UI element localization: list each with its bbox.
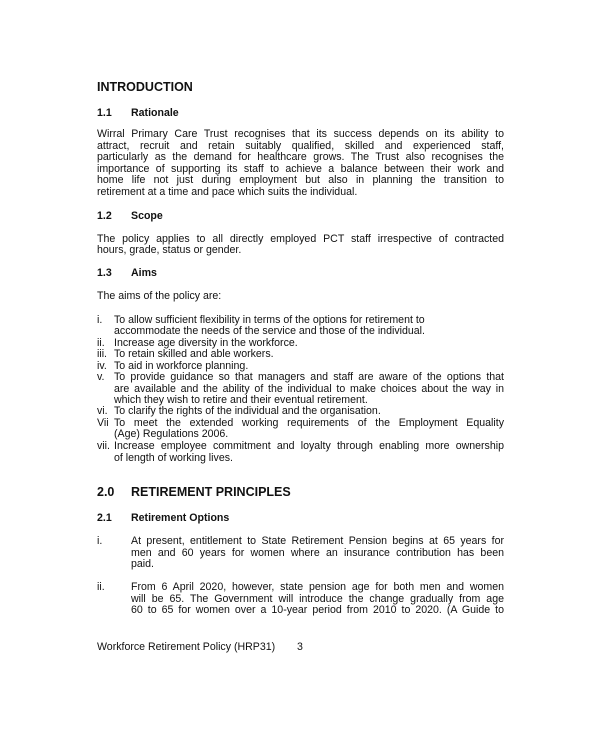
- list-item: To retain skilled and able workers.: [114, 348, 274, 360]
- text-line: Wirral Primary Care Trust recognises that its success depends on its ability to: [97, 128, 504, 140]
- list-marker: Vii: [97, 417, 109, 429]
- text-line: attract, recruit and retain suitably qualified, skilled and experienced staff,: [97, 140, 504, 152]
- list-item: 60 to 65 for women over a 10-year period from 2010 to 2020. (A Guide to: [131, 604, 504, 616]
- section-title: Aims: [131, 267, 157, 279]
- intro-heading: INTRODUCTION: [97, 80, 193, 94]
- footer-title: Workforce Retirement Policy (HRP31): [97, 641, 276, 653]
- aims-intro: The aims of the policy are:: [97, 290, 222, 302]
- list-marker: vi.: [97, 405, 108, 417]
- list-marker: ii.: [97, 337, 105, 349]
- list-item: men and 60 years for women where an insurance contribution has been: [131, 547, 504, 559]
- list-item: paid.: [131, 558, 154, 570]
- list-item: Increase age diversity in the workforce.: [114, 337, 298, 349]
- section-title: Retirement Options: [131, 512, 230, 524]
- section-number: 1.3: [97, 267, 112, 279]
- section-number: 1.1: [97, 107, 112, 119]
- list-item: of length of working lives.: [114, 452, 233, 464]
- text-line: retirement at a time and pace which suits the individual.: [97, 186, 358, 198]
- section-title: Rationale: [131, 107, 179, 119]
- list-item: To clarify the rights of the individual and the organisation.: [114, 405, 381, 417]
- text-line: The policy applies to all directly employed PCT staff irrespective of contracted: [97, 233, 504, 245]
- list-marker: iii.: [97, 348, 108, 360]
- text-line: particularly as the demand for healthcare grows. The Trust also recognises the: [97, 151, 504, 163]
- list-item: To allow sufficient flexibility in terms of the options for retirement to: [114, 314, 425, 326]
- text-line: home life not just during employment but also in planning the transition to: [97, 174, 504, 186]
- section-heading: RETIREMENT PRINCIPLES: [131, 485, 291, 499]
- section-title: Scope: [131, 210, 163, 222]
- text-line: hours, grade, status or gender.: [97, 244, 242, 256]
- list-marker: v.: [97, 371, 105, 383]
- list-item: will be 65. The Government will introduce the change gradually from age: [131, 593, 504, 605]
- list-marker: i.: [97, 535, 103, 547]
- list-marker: ii.: [97, 581, 105, 593]
- list-item: From 6 April 2020, however, state pension age for both men and women: [131, 581, 504, 593]
- text-line: importance of supporting its staff to achieve a balance between their work and: [97, 163, 504, 175]
- list-item: To aid in workforce planning.: [114, 360, 249, 372]
- page-number: 3: [297, 641, 303, 653]
- section-number: 2.0: [97, 485, 115, 499]
- list-item: Increase employee commitment and loyalty through enabling more ownership: [114, 440, 504, 452]
- list-item: accommodate the needs of the service and those of the individual.: [114, 325, 425, 337]
- list-marker: i.: [97, 314, 103, 326]
- list-item: (Age) Regulations 2006.: [114, 428, 229, 440]
- section-number: 1.2: [97, 210, 112, 222]
- list-item: At present, entitlement to State Retirement Pension begins at 65 years for: [131, 535, 504, 547]
- list-marker: iv.: [97, 360, 107, 372]
- list-item: are available and the ability of the individual to make choices about the way in: [114, 383, 504, 395]
- section-number: 2.1: [97, 512, 112, 524]
- list-item: To provide guidance so that managers and staff are aware of the options that: [114, 371, 504, 383]
- list-item: To meet the extended working requirements of the Employment Equality: [114, 417, 504, 429]
- list-marker: vii.: [97, 440, 110, 452]
- list-item: which they wish to retire and their eventual retirement.: [114, 394, 368, 406]
